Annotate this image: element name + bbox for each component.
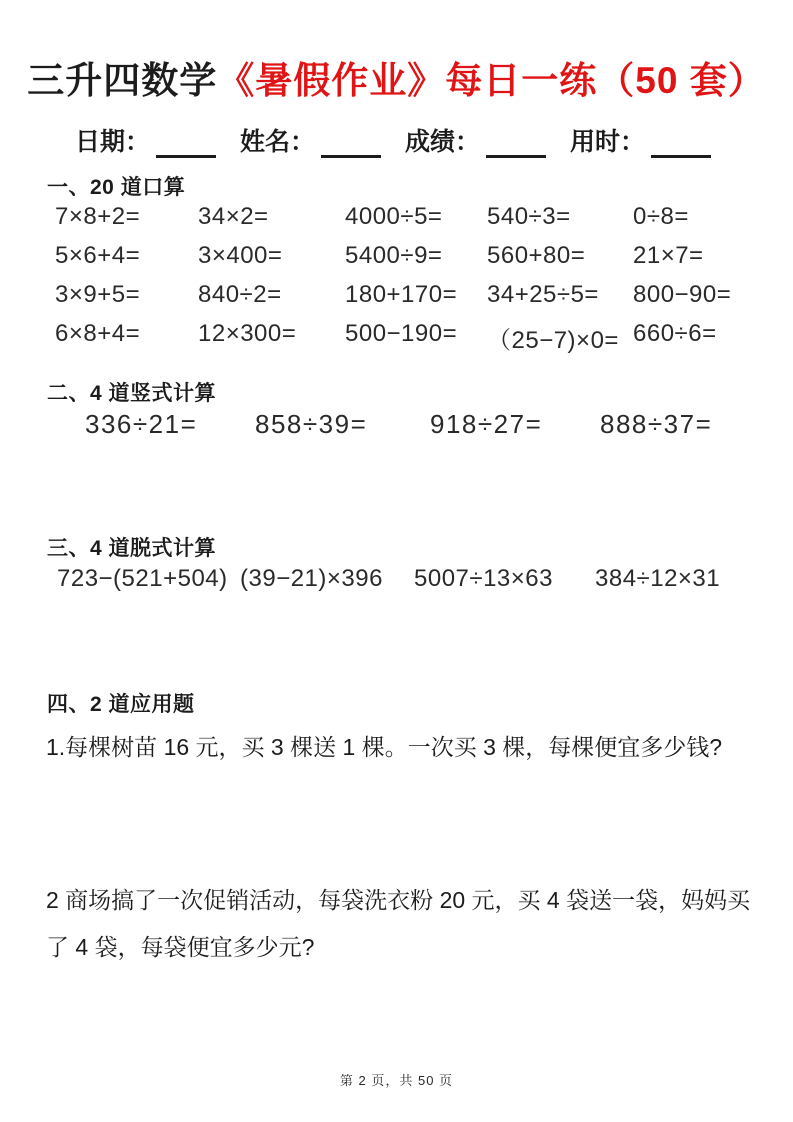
recomposition-problems-row [57, 565, 755, 593]
oral-problem: 800−90= [633, 281, 732, 308]
section-heading-vertical: 二、4 道竖式计算 [47, 382, 217, 405]
date-label: 日期： [75, 128, 151, 156]
vertical-problem: 918÷27= [430, 409, 543, 439]
name-field [240, 122, 381, 158]
oral-problem: 660÷6= [633, 320, 717, 347]
oral-problem: 0÷8= [633, 203, 689, 230]
oral-problem: 34+25÷5= [487, 281, 599, 308]
oral-problem: 6×8+4= [55, 320, 141, 347]
info-line [75, 122, 711, 158]
vertical-problem: 336÷21= [85, 409, 198, 439]
recomposition-problem: 5007÷13×63 [414, 565, 553, 592]
score-blank-line [486, 130, 546, 158]
oral-problem: 3×400= [198, 242, 283, 269]
worksheet-title-black: 三升四数学 [27, 60, 218, 101]
word-problem-2: 2 商场搞了一次促销活动，每袋洗衣粉 20 元，买 4 袋送一袋，妈妈买了 4 袋，每袋便宜多少元? [46, 887, 751, 960]
recomposition-problem: 384÷12×31 [595, 565, 721, 592]
worksheet-title-red: 《暑假作业》每日一练（50 套） [217, 60, 766, 101]
vertical-problem: 858÷39= [255, 409, 368, 439]
name-blank-line [321, 130, 381, 158]
name-label: 姓名： [240, 128, 316, 156]
oral-problem: 5×6+4= [55, 242, 141, 269]
page-indicator: 第 2 页，共 50 页 [339, 1073, 454, 1088]
section-heading-recomposition: 三、4 道脱式计算 [47, 537, 217, 560]
recomposition-problem: (39−21)×396 [240, 565, 383, 592]
time-label: 用时： [570, 128, 646, 156]
recomposition-problem: 723−(521+504) [57, 565, 228, 592]
date-blank-line [156, 130, 216, 158]
score-field [405, 122, 546, 158]
oral-problem: 21×7= [633, 242, 704, 269]
oral-problem: 7×8+2= [55, 203, 141, 230]
oral-problems-grid [55, 203, 755, 359]
worksheet-title [0, 50, 793, 104]
section-heading-word: 四、2 道应用题 [47, 693, 195, 716]
time-field [570, 122, 711, 158]
oral-problem: 560+80= [487, 242, 586, 269]
oral-problem: 180+170= [345, 281, 458, 308]
oral-problem: 840÷2= [198, 281, 282, 308]
vertical-problems-row [85, 409, 750, 440]
word-problem-1: 1.每棵树苗 16 元，买 3 棵送 1 棵。一次买 3 棵，每棵便宜多少钱? [46, 734, 723, 760]
section-heading-oral: 一、20 道口算 [47, 176, 186, 199]
oral-problem: 34×2= [198, 203, 269, 230]
score-label: 成绩： [405, 128, 481, 156]
oral-problem: 5400÷9= [345, 242, 443, 269]
vertical-problem: 888÷37= [600, 409, 713, 439]
oral-problem: （25−7)×0= [487, 327, 619, 354]
oral-problem: 12×300= [198, 320, 297, 347]
oral-problem: 4000÷5= [345, 203, 443, 230]
time-blank-line [651, 130, 711, 158]
oral-problem: 500−190= [345, 320, 458, 347]
oral-problem: 3×9+5= [55, 281, 141, 308]
oral-problem: 540÷3= [487, 203, 571, 230]
date-field [75, 122, 216, 158]
